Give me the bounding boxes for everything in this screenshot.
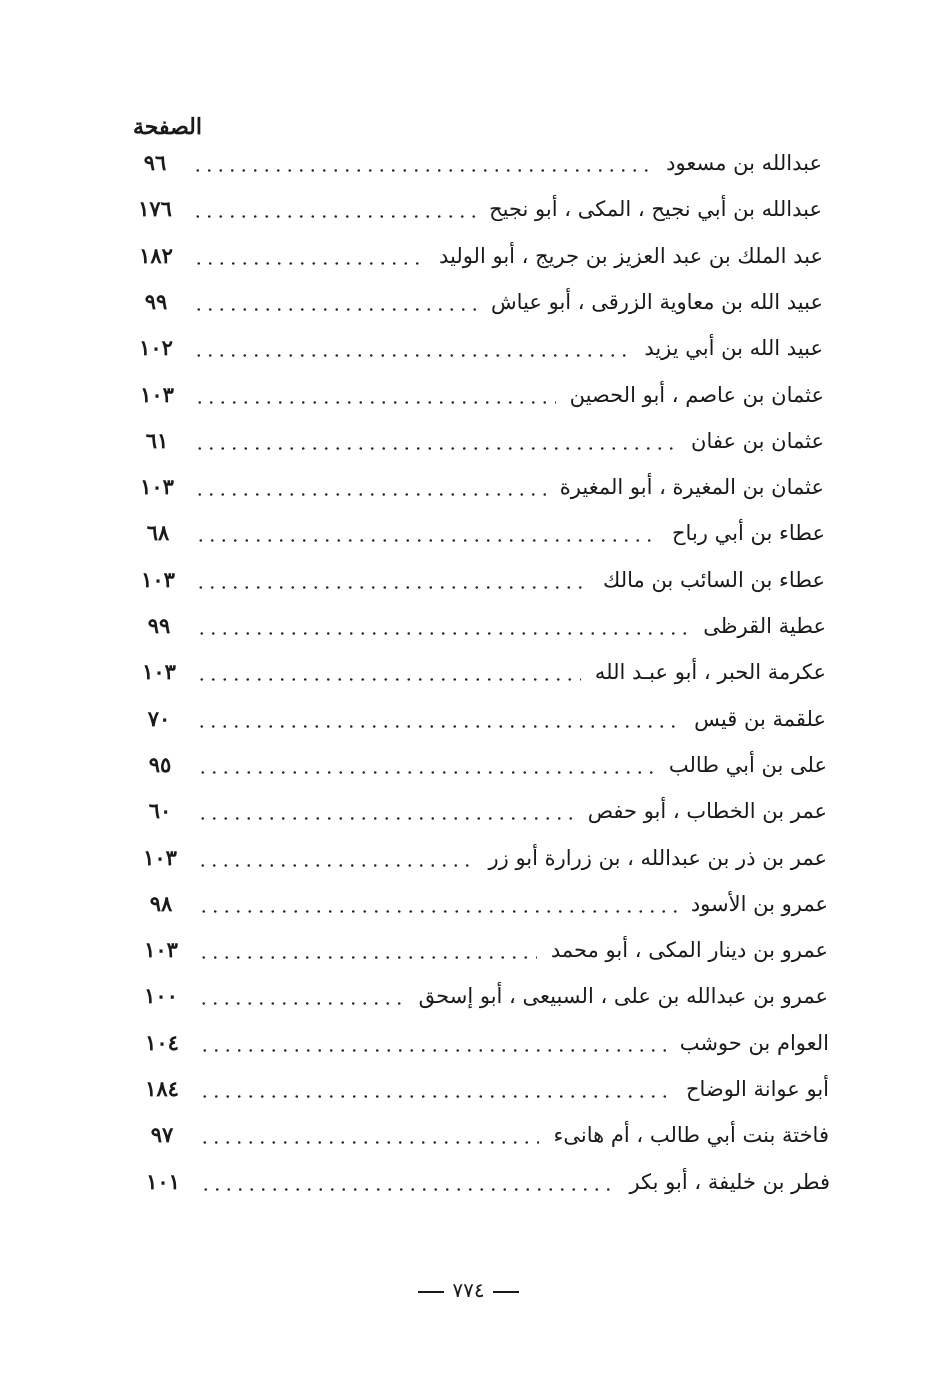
leader-dots [192, 169, 652, 172]
footer-dash-left [418, 1291, 444, 1293]
leader-dots [196, 632, 689, 635]
entry-name: عمر بن ذر بن عبدالله ، بن زرارة أبو زر [488, 846, 827, 870]
footer-dash-right [493, 1291, 519, 1293]
index-entry [127, 1072, 829, 1106]
index-entry [122, 424, 824, 458]
entry-name: عبدالله بن أبي نجيح ، المكى ، أبو نجيح [489, 197, 822, 221]
index-entry [128, 1165, 830, 1199]
entry-page-number: ١٠٢ [139, 335, 173, 360]
entry-page-number: ١٨٢ [139, 243, 173, 268]
leader-dots [199, 1095, 672, 1098]
entry-name: عطية القرظى [703, 614, 826, 638]
entry-page-number: ٧٠ [147, 706, 171, 731]
entry-page-number: ١٠٣ [143, 845, 177, 870]
entry-name: على بن أبي طالب [668, 753, 827, 777]
leader-dots [197, 771, 655, 774]
entry-name: عمرو بن الأسود [690, 892, 828, 916]
leader-dots [199, 1141, 539, 1144]
entry-name: عمر بن الخطاب ، أبو حفص [587, 799, 827, 823]
index-entry [121, 331, 823, 365]
leader-dots [199, 1049, 666, 1052]
entry-name: عبيد الله بن أبي يزيد [644, 336, 823, 360]
leader-dots [198, 1002, 405, 1005]
entry-page-number: ٦٠ [148, 798, 172, 823]
entry-name: عطاء بن أبي رباح [671, 521, 825, 545]
entry-page-number: ٩٨ [149, 891, 173, 916]
leader-dots [192, 215, 475, 218]
entry-page-number: ١٨٤ [145, 1076, 179, 1101]
index-entry [122, 470, 824, 504]
entry-page-number: ٦٨ [146, 520, 170, 545]
entry-page-number: ٩٥ [148, 752, 172, 777]
index-entry [124, 609, 826, 643]
entry-name: عثمان بن عاصم ، أبو الحصين [569, 383, 824, 407]
leader-dots [193, 308, 477, 311]
entry-name: عثمان بن المغيرة ، أبو المغيرة [559, 475, 824, 499]
entry-name: أبو عوانة الوضاح [685, 1077, 829, 1101]
entry-name: فطر بن خليفة ، أبو بكر [629, 1170, 830, 1194]
entry-name: عثمان بن عفان [691, 429, 824, 453]
entry-name: عمرو بن دينار المكى ، أبو محمد [550, 938, 828, 962]
leader-dots [194, 493, 546, 496]
index-entry [120, 146, 822, 180]
entry-name: عبيد الله بن معاوية الزرقى ، أبو عياش [491, 290, 823, 314]
entry-page-number: ١٠٣ [141, 567, 175, 592]
leader-dots [198, 956, 537, 959]
index-entry [123, 516, 825, 550]
entry-page-number: ١٠٣ [142, 659, 176, 684]
entry-page-number: ٦١ [145, 428, 169, 453]
index-entry [121, 239, 823, 273]
entry-name: عبدالله بن مسعود [666, 151, 822, 175]
index-entry [125, 794, 827, 828]
entry-page-number: ٩٩ [144, 289, 168, 314]
leader-dots [194, 401, 556, 404]
leader-dots [196, 725, 680, 728]
index-entry [126, 979, 828, 1013]
leader-dots [195, 586, 589, 589]
entry-name: فاختة بنت أبي طالب ، أم هانىء [553, 1123, 829, 1147]
index-entry [123, 563, 825, 597]
entry-page-number: ١٠٣ [140, 382, 174, 407]
index-entry [122, 378, 824, 412]
entry-page-number: ١٠١ [146, 1169, 180, 1194]
entry-page-number: ٩٧ [150, 1122, 174, 1147]
entry-name: علقمة بن قيس [694, 707, 826, 731]
leader-dots [193, 354, 630, 357]
leader-dots [194, 447, 677, 450]
entry-page-number: ٩٩ [147, 613, 171, 638]
entry-name: عطاء بن السائب بن مالك [603, 568, 825, 592]
leader-dots [200, 1188, 615, 1191]
entry-page-number: ١٠٣ [140, 474, 174, 499]
leader-dots [197, 864, 474, 867]
index-entry [125, 748, 827, 782]
index-entry [126, 887, 828, 921]
leader-dots [196, 678, 581, 681]
entry-page-number: ١٠٠ [144, 983, 178, 1008]
index-entry [120, 192, 822, 226]
index-entry [125, 841, 827, 875]
entry-page-number: ١٧٦ [138, 196, 172, 221]
leader-dots [195, 539, 658, 542]
index-entry [127, 1026, 829, 1060]
entry-name: عبد الملك بن عبد العزيز بن جريج ، أبو الوليد [438, 244, 823, 268]
entry-page-number: ٩٦ [143, 150, 167, 175]
index-entry [124, 702, 826, 736]
entry-name: عكرمة الحبر ، أبو عبـد الله [594, 660, 826, 684]
index-entry [124, 655, 826, 689]
entry-name: العوام بن حوشب [679, 1031, 829, 1055]
page-footer [0, 1276, 937, 1304]
leader-dots [193, 262, 425, 265]
index-entry [127, 1118, 829, 1152]
page-column-header: الصفحة [132, 114, 202, 140]
footer-page-number: ٧٧٤ [452, 1278, 485, 1302]
leader-dots [197, 817, 574, 820]
leader-dots [198, 910, 677, 913]
index-entry [126, 933, 828, 967]
entry-page-number: ١٠٣ [144, 937, 178, 962]
entry-page-number: ١٠٤ [145, 1030, 179, 1055]
entry-name: عمرو بن عبدالله بن على ، السبيعى ، أبو إسحق [418, 984, 828, 1008]
index-entry [121, 285, 823, 319]
